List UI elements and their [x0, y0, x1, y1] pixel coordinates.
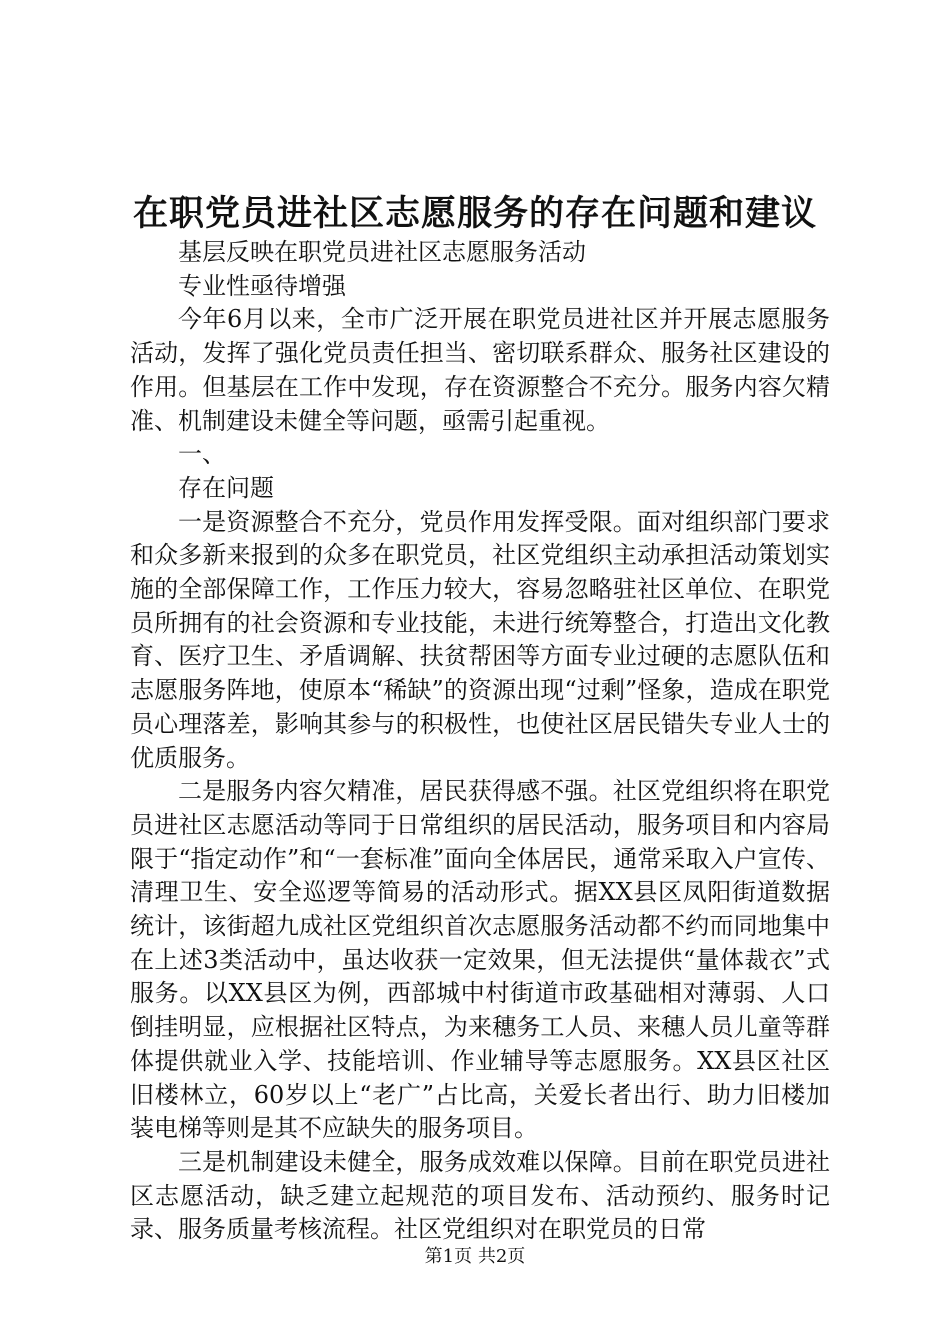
subtitle-line-1: 基层反映在职党员进社区志愿服务活动 — [178, 238, 586, 266]
problem-paragraph-1: 一是资源整合不充分，党员作用发挥受限。面对组织部门要求和众多新来报到的众多在职党员，社区党组织主动承担活动策划实施的全部保障工作，工作压力较大，容易忽略驻社区单位、在职党员所拥有的社会资源和专业技能，未进行统筹整合，打造出文化教育、医疗卫生、矛盾调解、扶贫帮困等方面专业过硬的志愿队伍和志愿服务阵地，使原本“稀缺”的资源出现“过剩”怪象，造成在职党员心理落差，影响其参与的积极性，也使社区居民错失专业人士的优质服务。 — [130, 507, 830, 772]
document-body — [130, 236, 830, 1247]
page-footer: 第1页 共2页 — [424, 1246, 526, 1267]
intro-paragraph: 今年6月以来，全市广泛开展在职党员进社区并开展志愿服务活动，发挥了强化党员责任担当、密切联系群众、服务社区建设的作用。但基层在工作中发现，存在资源整合不充分。服务内容欠精准、机制建设未健全等问题，亟需引起重视。 — [130, 305, 830, 435]
problem-paragraph-3: 三是机制建设未健全，服务成效难以保障。目前在职党员进社区志愿活动，缺乏建立起规范的项目发布、活动预约、服务时记录、服务质量考核流程。社区党组织对在职党员的日常 — [130, 1147, 830, 1244]
subtitle-line-2: 专业性亟待增强 — [178, 271, 346, 300]
section-number: 一、 — [178, 440, 226, 469]
page-title: 在职党员进社区志愿服务的存在问题和建议 — [132, 193, 817, 234]
problem-paragraph-2: 二是服务内容欠精准，居民获得感不强。社区党组织将在职党员进社区志愿活动等同于日常组织的居民活动，服务项目和内容局限于“指定动作”和“一套标准”面向全体居民，通常采取入户宣传、清理卫生、安全巡逻等简易的活动形式。据XX县区凤阳街道数据统计，该街超九成社区党组织首次志愿服务活动都不约而同地集中在上述3类活动中，虽达收获一定效果，但无法提供“量体裁衣”式服务。以XX县区为例，西部城中村街道市政基础相对薄弱、人口倒挂明显，应根据社区特点，为来穗务工人员、来穗人员儿童等群体提供就业入学、技能培训、作业辅导等志愿服务。XX县区社区旧楼林立，60岁以上“老广”占比高，关爱长者出行、助力旧楼加装电梯等则是其不应缺失的服务项目。 — [130, 777, 830, 1143]
section-heading: 存在问题 — [178, 473, 274, 502]
